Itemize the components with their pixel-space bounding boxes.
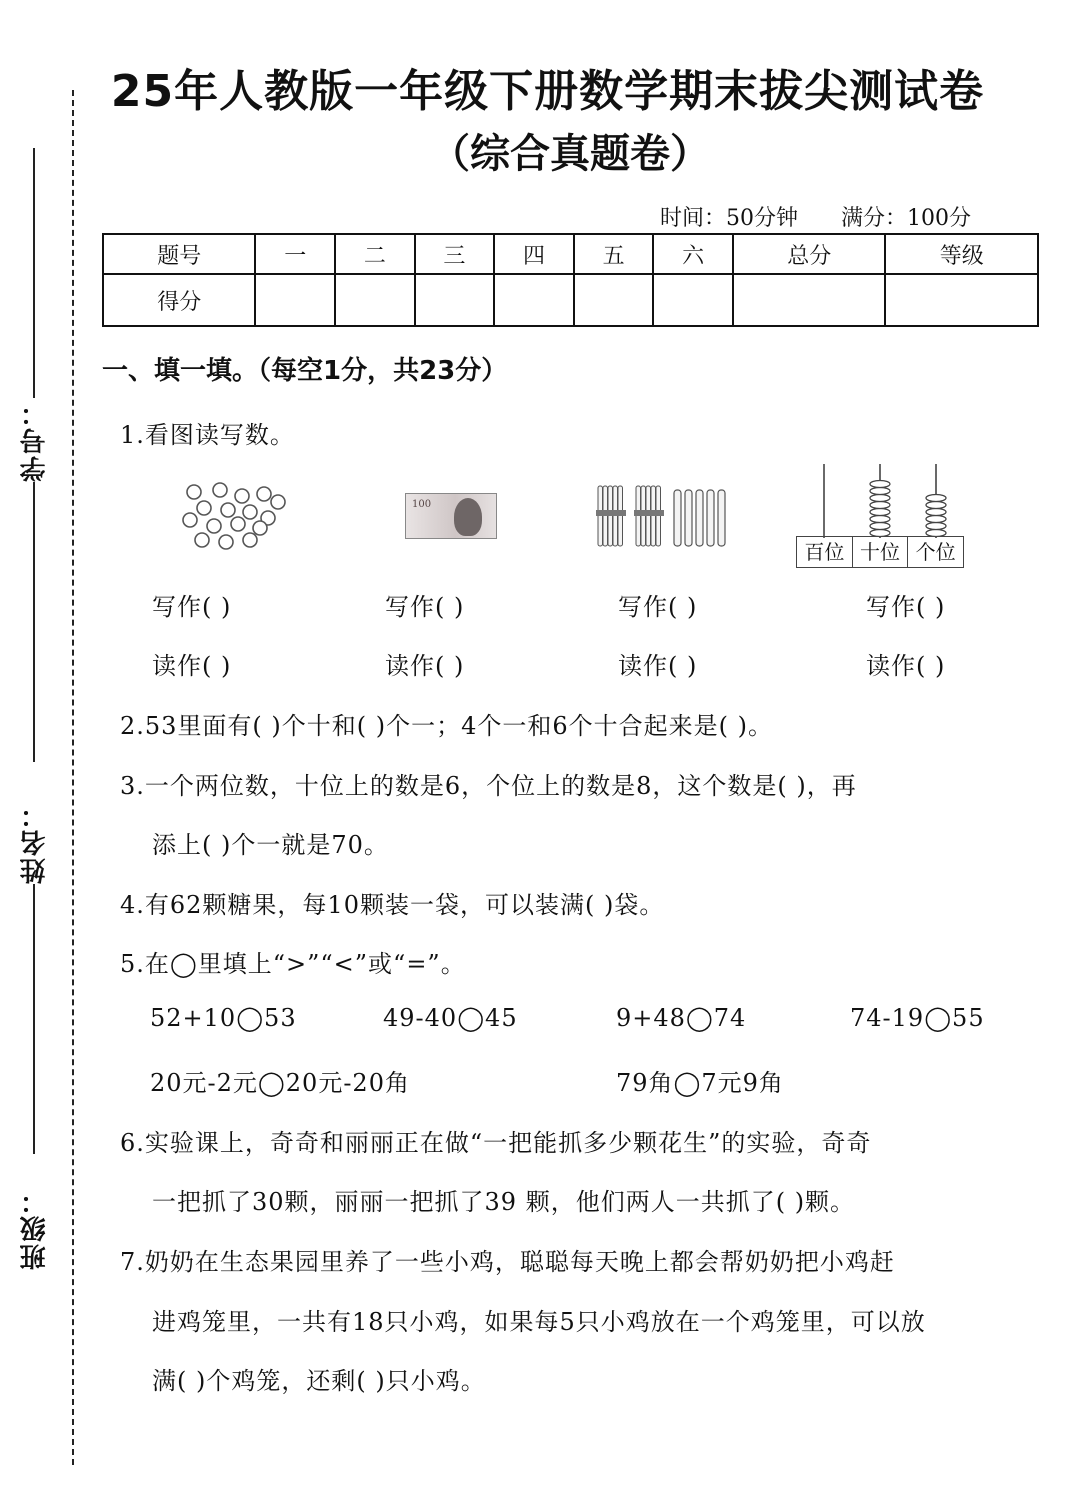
- banknote-picture: [405, 493, 497, 539]
- dot: [207, 519, 221, 533]
- score-cell[interactable]: [733, 274, 885, 326]
- score-table-score-row: [103, 274, 1038, 326]
- q5-compare-6[interactable]: 79角◯7元9角: [616, 1069, 784, 1097]
- single-stick: [685, 490, 692, 546]
- student-id-rule: [33, 148, 35, 398]
- q3-text-line2[interactable]: 添上( )个一就是70。: [152, 831, 389, 859]
- name-label: 姓名：: [19, 800, 50, 884]
- abacus-bead: [870, 488, 890, 495]
- q3-text-line1[interactable]: 3.一个两位数，十位上的数是6，个位上的数是8，这个数是( )，再: [120, 772, 857, 800]
- sticks-group: [596, 486, 725, 546]
- q1-read-2[interactable]: 读作( ): [385, 652, 465, 680]
- dot: [187, 485, 201, 499]
- q1-write-1[interactable]: 写作( ): [152, 593, 232, 621]
- dot: [221, 503, 235, 517]
- abacus-bead: [926, 495, 946, 502]
- abacus-bead: [870, 509, 890, 516]
- q1-write-4[interactable]: 写作( ): [866, 593, 946, 621]
- q5-compare-2[interactable]: 49-40◯45: [383, 1004, 518, 1032]
- q1-read-3[interactable]: 读作( ): [618, 652, 698, 680]
- tens-label: 十位: [853, 537, 909, 567]
- abacus-picture: [796, 462, 964, 538]
- single-stick: [718, 490, 725, 546]
- abacus-bead: [870, 481, 890, 488]
- exam-meta: [660, 201, 1007, 232]
- q5-text: 5.在◯里填上“>”“<”或“=”。: [120, 950, 466, 978]
- dot: [271, 495, 285, 509]
- name-rule: [33, 884, 35, 1154]
- page-title: 25年人教版一年级下册数学期末拔尖测试卷: [110, 66, 985, 117]
- score-cell[interactable]: [574, 274, 654, 326]
- single-stick: [674, 490, 681, 546]
- score-cell[interactable]: [653, 274, 733, 326]
- exam-time: 时间：50分钟: [660, 206, 798, 231]
- binding-dashed-line: [72, 90, 74, 1465]
- dot: [253, 521, 267, 535]
- hundreds-label: 百位: [797, 537, 853, 567]
- class-label: 班级：: [19, 1186, 50, 1270]
- abacus-bead: [926, 509, 946, 516]
- q2-text[interactable]: 2.53里面有( )个十和( )个一；4个一和6个十合起来是( )。: [120, 712, 774, 740]
- abacus-bead: [870, 523, 890, 530]
- section-1-title: 一、填一填。（每空1分，共23分）: [102, 356, 508, 386]
- class-field: [10, 1186, 58, 1270]
- score-header-cell: 等级: [885, 234, 1038, 274]
- dot: [183, 513, 197, 527]
- single-stick: [707, 490, 714, 546]
- student-id-label: 学号：: [19, 398, 50, 482]
- score-cell[interactable]: [335, 274, 415, 326]
- score-header-cell: 四: [494, 234, 574, 274]
- q7-text-line1: 7.奶奶在生态果园里养了一些小鸡，聪聪每天晚上都会帮奶奶把小鸡赶: [120, 1248, 895, 1276]
- dot: [213, 483, 227, 497]
- dot: [219, 535, 233, 549]
- score-cell[interactable]: [415, 274, 495, 326]
- dot: [195, 533, 209, 547]
- dot: [243, 533, 257, 547]
- banknote-portrait: [454, 498, 482, 536]
- page-subtitle: （综合真题卷）: [430, 131, 710, 177]
- score-header-cell: 五: [574, 234, 654, 274]
- q6-text-line2[interactable]: 一把抓了30颗，丽丽一把抓了39 颗，他们两人一共抓了( )颗。: [152, 1188, 856, 1216]
- dots-group: [183, 483, 285, 549]
- q1-text: 1.看图读写数。: [120, 421, 295, 449]
- score-header-cell: 二: [335, 234, 415, 274]
- bundle-tie: [596, 510, 626, 516]
- score-row-label: 得分: [103, 274, 255, 326]
- abacus-group: [824, 464, 946, 538]
- q7-text-line2: 进鸡笼里，一共有18只小鸡，如果每5只小鸡放在一个鸡笼里，可以放: [152, 1308, 926, 1336]
- abacus-bead: [870, 516, 890, 523]
- name-field: [10, 800, 58, 1154]
- score-header-cell: 题号: [103, 234, 255, 274]
- q1-read-1[interactable]: 读作( ): [152, 652, 232, 680]
- q1-write-2[interactable]: 写作( ): [385, 593, 465, 621]
- place-value-labels: [796, 536, 964, 568]
- score-table: [102, 233, 1039, 327]
- dot: [243, 505, 257, 519]
- score-header-cell: 三: [415, 234, 495, 274]
- dot: [197, 501, 211, 515]
- abacus-bead: [926, 516, 946, 523]
- student-id-rule-lower: [33, 482, 35, 762]
- score-cell[interactable]: [885, 274, 1038, 326]
- q6-text-line1: 6.实验课上，奇奇和丽丽正在做“一把能抓多少颗花生”的实验，奇奇: [120, 1129, 872, 1157]
- q1-read-4[interactable]: 读作( ): [866, 652, 946, 680]
- q7-text-line3[interactable]: 满( )个鸡笼，还剩( )只小鸡。: [152, 1367, 486, 1395]
- abacus-bead: [926, 502, 946, 509]
- score-cell[interactable]: [494, 274, 574, 326]
- dot: [235, 489, 249, 503]
- ones-label: 个位: [915, 540, 956, 564]
- dots-picture: [180, 480, 290, 552]
- q4-text[interactable]: 4.有62颗糖果，每10颗装一袋，可以装满( )袋。: [120, 891, 665, 919]
- bundle-tie: [634, 510, 664, 516]
- dot: [257, 487, 271, 501]
- abacus-bead: [870, 502, 890, 509]
- q5-compare-4[interactable]: 74-19◯55: [850, 1004, 985, 1032]
- exam-full-score: 满分：100分: [841, 206, 971, 231]
- q5-compare-3[interactable]: 9+48◯74: [616, 1004, 747, 1032]
- abacus-bead: [870, 495, 890, 502]
- dot: [231, 517, 245, 531]
- score-cell[interactable]: [255, 274, 335, 326]
- q1-write-3[interactable]: 写作( ): [618, 593, 698, 621]
- banknote-value: 100: [412, 499, 432, 510]
- abacus-bead: [926, 523, 946, 530]
- student-id-field: [10, 148, 58, 762]
- q5-compare-1[interactable]: 52+10◯53: [150, 1004, 297, 1032]
- score-header-cell: 总分: [733, 234, 885, 274]
- score-table-header-row: [103, 234, 1038, 274]
- single-stick: [696, 490, 703, 546]
- score-header-cell: 六: [653, 234, 733, 274]
- q5-compare-5[interactable]: 20元-2元◯20元-20角: [150, 1069, 410, 1097]
- sticks-picture: [592, 480, 742, 552]
- score-header-cell: 一: [255, 234, 335, 274]
